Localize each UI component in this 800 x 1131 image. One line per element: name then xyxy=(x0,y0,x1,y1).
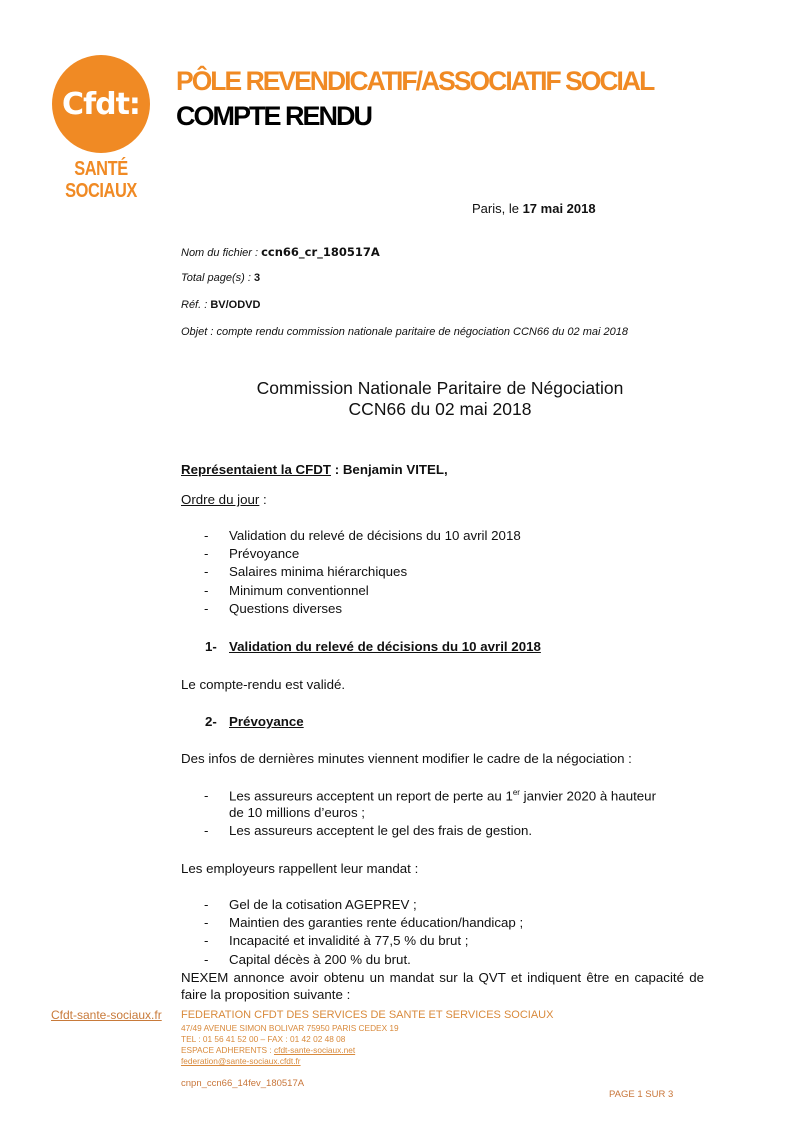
agenda-item: - Minimum conventionnel xyxy=(204,583,369,598)
footer-org: FEDERATION CFDT DES SERVICES DE SANTE ET SERVICES SOCIAUX xyxy=(181,1009,554,1021)
agenda-heading xyxy=(181,492,267,507)
insurer-text: Les assureurs acceptent un report de perte au 1 xyxy=(229,788,513,804)
section-1-number: 1- xyxy=(205,639,217,654)
agenda-item: - Validation du relevé de décisions du 10 avril 2018 xyxy=(204,528,521,543)
footer-phone: TEL : 01 56 41 52 00 – FAX : 01 42 02 48 08 xyxy=(181,1034,346,1044)
page-number: PAGE 1 SUR 3 xyxy=(609,1089,674,1100)
employer-item: - Gel de la cotisation AGEPREV ; xyxy=(204,897,417,912)
insurer-item-cont: de 10 millions d’euros ; xyxy=(229,805,365,820)
agenda-item: - Salaires minima hiérarchiques xyxy=(204,564,408,579)
meta-ref xyxy=(181,299,260,311)
insurer-sup: er xyxy=(512,788,520,797)
agenda-item-text: Validation du relevé de décisions du 10 avril 2018 xyxy=(229,528,521,543)
footer-address: 47/49 AVENUE SIMON BOLIVAR 75950 PARIS CEDEX 19 xyxy=(181,1023,399,1033)
employer-item: - Capital décès à 200 % du brut. xyxy=(204,952,411,967)
cfdt-logo xyxy=(52,55,150,153)
agenda-label: Ordre du jour xyxy=(181,492,260,507)
header-subtitle: COMPTE RENDU xyxy=(176,101,372,131)
footer-email-link[interactable]: federation@sante-sociaux.cfdt.fr xyxy=(181,1056,301,1066)
doc-title-line2: CCN66 du 02 mai 2018 xyxy=(348,399,532,419)
agenda-item-text: Salaires minima hiérarchiques xyxy=(229,564,408,579)
employer-item-text: Maintien des garanties rente éducation/handicap ; xyxy=(229,915,524,930)
footer-members-link[interactable]: cfdt-sante-sociaux.net xyxy=(273,1045,356,1055)
meta-file-label: Nom du fichier : xyxy=(181,247,262,259)
section-1-text: Le compte-rendu est validé. xyxy=(181,677,346,692)
employer-item: - Maintien des garanties rente éducation/handicap ; xyxy=(204,915,524,930)
logo-line-sante: SANTÉ xyxy=(74,158,128,180)
representatives-label: Représentaient la CFDT xyxy=(181,462,331,477)
representatives-names: Benjamin VITEL, xyxy=(342,462,448,477)
doc-title-line1: Commission Nationale Paritaire de Négociation xyxy=(256,378,624,398)
employer-item-text: Incapacité et invalidité à 77,5 % du brut ; xyxy=(229,933,469,948)
meta-ref-value: BV/ODVD xyxy=(210,299,261,311)
section-1-title: Validation du relevé de décisions du 10 avril 2018 xyxy=(229,639,541,654)
section-2-number: 2- xyxy=(205,714,217,729)
agenda-item-text: Questions diverses xyxy=(229,601,343,616)
insurer-text: Les assureurs acceptent le gel des frais de gestion. xyxy=(229,823,533,838)
footer-site-link[interactable]: Cfdt-sante-sociaux.fr xyxy=(51,1008,162,1022)
employer-item-text: Capital décès à 200 % du brut. xyxy=(229,952,411,967)
meta-file xyxy=(181,245,380,259)
agenda-item-text: Minimum conventionnel xyxy=(229,583,369,598)
footer-members xyxy=(181,1045,355,1055)
section-2-title: Prévoyance xyxy=(229,714,304,729)
doc-title xyxy=(170,378,710,420)
section-2-heading xyxy=(205,714,304,729)
header-title: PÔLE REVENDICATIF/ASSOCIATIF SOCIAL xyxy=(176,66,654,96)
agenda-item-text: Prévoyance xyxy=(229,546,300,561)
meta-object-text: Objet : compte rendu commission nationale paritaire de négociation CCN66 du 02 mai 2018 xyxy=(181,326,628,338)
meta-pages-label: Total page(s) : xyxy=(181,272,254,284)
insurer-item: - Les assureurs acceptent le gel des frais de gestion. xyxy=(204,823,533,838)
agenda-suffix: : xyxy=(259,492,267,507)
date-value: 17 mai 2018 xyxy=(522,201,596,216)
employer-item: - Incapacité et invalidité à 77,5 % du brut ; xyxy=(204,933,469,948)
logo-line-sociaux: SOCIAUX xyxy=(65,180,137,202)
footer-doc-code: cnpn_ccn66_14fev_180517A xyxy=(181,1078,305,1089)
agenda-item: - Questions diverses xyxy=(204,601,343,616)
section-2-intro: Des infos de dernières minutes viennent modifier le cadre de la négociation : xyxy=(181,751,632,766)
section-1-heading xyxy=(205,639,541,654)
representatives xyxy=(181,462,448,477)
insurer-item: - Les assureurs acceptent un report de perte au 1er janvier 2020 à hauteur xyxy=(204,788,657,804)
agenda-item: - Prévoyance xyxy=(204,546,300,561)
logo-mark: Cfdt: xyxy=(62,86,140,122)
meta-pages-value: 3 xyxy=(253,272,261,284)
meta-pages xyxy=(181,272,260,284)
employers-intro: Les employeurs rappellent leur mandat : xyxy=(181,861,419,876)
insurer-text-after: janvier 2020 à hauteur xyxy=(519,788,657,804)
representatives-sep: : xyxy=(331,462,343,477)
employer-item-text: Gel de la cotisation AGEPREV ; xyxy=(229,897,417,912)
footer-members-label: ESPACE ADHERENTS : xyxy=(181,1045,274,1055)
document-date xyxy=(472,201,596,216)
meta-ref-label: Réf. : xyxy=(181,299,211,311)
meta-file-value: ccn66_cr_180517A xyxy=(261,245,380,259)
nexem-paragraph: NEXEM annonce avoir obtenu un mandat sur la QVT et indiquent être en capacité de faire la proposition suivante : xyxy=(181,970,704,1002)
meta-object xyxy=(181,326,628,338)
date-prefix: Paris, le xyxy=(472,201,523,216)
